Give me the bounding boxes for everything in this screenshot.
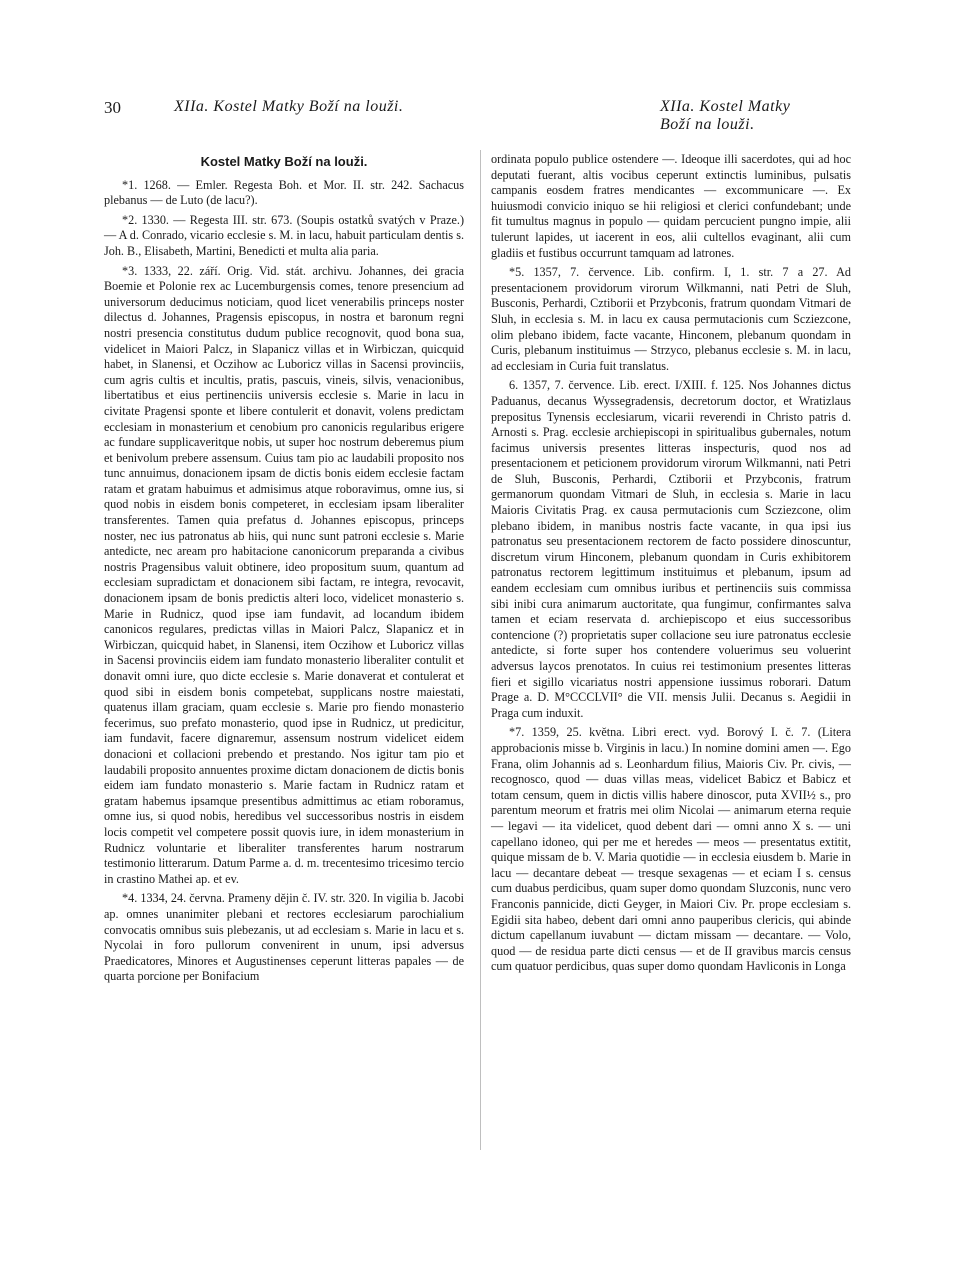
column-divider — [480, 150, 481, 1150]
section-title: Kostel Matky Boží na louži. — [200, 154, 368, 169]
entry-3: *3. 1333, 22. září. Orig. Vid. stát. archivu. Johannes, dei gracia Boemie et Polonie rex ac Lucemburgensis comes, tenore presencium ad universorum deducimus noticiam, quod licet venerabilis princeps noster dilectus d. Johannes, Pragensis episcopus, in nostra et baronum regni nostri presencia constitutus dudum publice recognovit, quod bona sua, videlicet in Maiori Palcz, in Slapanicz villas et in Wirbiczan, quicquid habet, in Slanensi, et Oczihow ac Luboricz villas in Sacensi provinciis, cum agris cultis et incultis, pratis, pascuis, vineis, silvis, venacionibus, libertatibus et eius pertinenciis universis ecclesie s. Marie in lacu in civitate Pragensi sponte et libere contulerit et donavit, volens predictam ecclesiam in monasterium et cenobium pro canonicis regularibus erigere ac fundare supplicaveritque nobis, ut super hoc nostrum deberemus pium et benivolum prebere assensum. Cuius tam pio ac laudabili proposito nos tunc annuimus, donacionem ipsam de dictis bonis eidem ecclesie factam ratam et gratam habuimus et admisimus atque roboravimus, omne ius, si quod nobis in eisdem bonis competeret, in ecclesiam ipsam liberaliter transferentes. Tamen quia prefatus d. Johannes episcopus, princeps noster, nec ius patronatus ab hiis, qui nunc sunt patroni ecclesie s. Marie antedicte, nec aream pro habitacione canonicorum preparanda a civibus nostris Pragensibus valuit obtinere, ideo propositum suum, quantum ad ecclesiam supradictam et donacionem sibi factam, re integra, revocavit, donacionem ipsam de bonis predictis alteri loco, videlicet monasterio s. Marie in Rudnicz, quod ipse iam fundavit, ad locandum ibidem canonicos regulares, predictas villas in Maiori Palcz, Slapanicz et in Wirbiczan, quicquid habet, in Slanensi, item Oczihow et Luboricz villas in Sacensi provinciis eidem iam fundato monasterio liberaliter contulit et donavit omni iure, quo dicte ecclesie s. Marie donaverat et contulerat et quod sibi in eisdem bonis competebat, supplicans nostre maiestati, quatenus illam graciam, quam ecclesie s. Marie pro fiendo monasterio fecerimus, suo prefato monasterio, quod ipse in Rudnicz, ut predicitur, iam fundavit, facere dignaremur, assensum nostrum videlicet eidem donacioni et collacioni prebendo et prestando. Nos igitur tam pio et laudabili proposito annuentes proxime dictam donacionem de dictis bonis eidem iam fundato monasterio s. Marie factam in Rudnicz ratam et gratam habemus ipsamque presentibus admittimus ac etiam roboramus, omne ius, si quod nobis, heredibus vel successoribus nostris in eisdem locis competit vel competere possit quovis iure, in idem monasterium in Rudnicz voluntarie et liberaliter transferentes harum nostrarum testimonio litterarum. Datum Parme a. d. m. trecentesimo tricesimo tercio in crastino Mathei ap. et ev. — [104, 263, 464, 886]
entry-5: *5. 1357, 7. července. Lib. confirm. I, 1. str. 7 a 27. Ad presentacionem providorum virorum Wilkmanni, nati Petri de Sluh, Busconis, Perhardi, Cztiborii et Przybconis, fratrum quondam Vitmari de Sluh, in ecclesia s. M. in lacu ex causa permutacionis cum Scziezcone, olim plebano ibidem, facte vacante, Hinconem, plebanum quondam in Curis, plebanum instituimus — Strzyco, plebanus ecclesie s. M. in lacu, ad ecclesiam in Curia fuit translatus. — [491, 265, 851, 373]
running-header — [104, 98, 824, 133]
page-number: 30 — [104, 98, 121, 117]
entry-1: *1. 1268. — Emler. Regesta Boh. et Mor. II. str. 242. Sachacus plebanus — de Luto (de lacu?). — [104, 177, 464, 208]
entry-4-continued: ordinata populo publice ostendere —. Ideoque illi sacerdotes, qui ad hoc deputati fuerant, altis vocibus ceperunt extinctis luminibus, pulsatis campanis eosdem fratres mendicantes — excommunicare —. Ex huiusmodi convicio iniquo se hii religiosi et clerici confundebant; unde fit tumultus magnus in populo — quidam percucient pungno impie, alii tulerunt lapides, ut iacerent in eos, alii cultellos evaginant, alii cum gladiis et fustibus occurrunt tamquam ad latrones. — [491, 152, 851, 260]
left-column — [104, 152, 464, 985]
running-title-left: XIIa. Kostel Matky Boží na louži. — [174, 98, 404, 115]
running-title-right: XIIa. Kostel Matky Boží na louži. — [660, 98, 791, 133]
entry-6: 6. 1357, 7. července. Lib. erect. I/XIII. f. 125. Nos Johannes dictus Paduanus, decanus Wyssegradensis, decretorum doctor, et Wratizlaus prepositus Tynensis ecclesiarum, vicarii reverendi in Christo patris d. Arnosti s. Prag. ecclesie archiepiscopi in spiritualibus gubernales, notum facimus universis presentes litteras inspecturis, quod nos ad presentacionem et peticionem providorum virorum Wilkmanni, nati Petri de Sluh, Busconis, Perhardi, Cztiborii et Przybconis, fratrum germanorum quondam Vitmari de Sluh, in ecclesia s. Marie in lacu Maioris Civitatis Prag. ex causa permutacionis cum Scziezcone, olim plebano ibidem, in manibus nostris facte vacante, in qua ipsi ius patronatus seu presentacionem rectorem de facto possidere dinoscuntur, discretum virum Hinconem, plebanum quondam in Curis exhibitorem patronatus rectorem legittimum instituimus et plebanum, ipsum ad eandem ecclesiam cum omnibus iuribus et pertinenciis suis commissa sibi inibi cura animarum auctoritate, qua fungimur, confirmantes salva tamen et eciam reservata d. archiepiscopo et eius successoribus contencione (?) proprietatis super collacione seu iure patronatus ecclesie antedicte, si forte super hos contendere voluerimus seu voluerint adversus laycos prenotatos. In cuius rei testimonium presentes litteras fieri et sigillo vicariatus nostri appensione iussimus roborari. Datum Prage a. D. M°CCCLVII° die VII. mensis Julii. Decanus s. Aegidii in Praga cum induxit. — [491, 378, 851, 720]
entry-4: *4. 1334, 24. června. Prameny dějin č. IV. str. 320. In vigilia b. Jacobi ap. omnes unanimiter plebani et rectores ecclesiarum parochialium convocatis omnibus suis plebezanis, ut ad ecclesiam s. Marie in lacu et s. Nycolai in foro pullorum convenirent in unum, ipsi adversus Praedicatores, Minores et Augustinenses ceperunt litteras papales — de quarta porcione per Bonifacium — [104, 891, 464, 984]
right-column — [491, 152, 851, 975]
entry-2: *2. 1330. — Regesta III. str. 673. (Soupis ostatků svatých v Praze.) — A d. Conrado, vicario ecclesie s. M. in lacu, habuit particulam dentis s. Joh. B., Elisabeth, Martini, Benedicti et multa alia paria. — [104, 212, 464, 258]
entry-7: *7. 1359, 25. května. Libri erect. vyd. Borový I. č. 7. (Litera approbacionis misse b. Virginis in lacu.) In nomine domini amen —. Ego Frana, olim Johannis ad s. Leonhardum filius, Maioris Civ. Pr. civis, — recognosco, quod — duas villas meas, videlicet Babicz et Babicz et totam censum, quem in dictis villis habere dinoscor, puta XVII½ s., pro parentum meorum et fratris mei olim Nicolai — animarum eterna requie — legavi — ita videlicet, quod debent dari — omni anno X s. — uni capellano idoneo, qui per me et heredes — meos — presentatus extitit, quique missam de b. V. Maria quotidie — in ecclesia eiusdem b. Marie in lacu — decantare debeat — tresque sexagenas — et eciam I s. census cum duabus perdicibus, quam super domo quondam Sluzconis, nunc vero Franconis pannicide, dicti Geyger, in Maiori Civ. Pr. prope ecclesiam s. Egidii sita habeo, debent dari omni anno pauperibus clericis, qui abinde dictum capellanum iuvabunt — dictam missam — decantare. — Volo, quod — de residua parte dicti census — et de II gravibus marcis census cum quatuor perdicibus, quas super domo quondam Havliconis in Longa — [491, 725, 851, 974]
